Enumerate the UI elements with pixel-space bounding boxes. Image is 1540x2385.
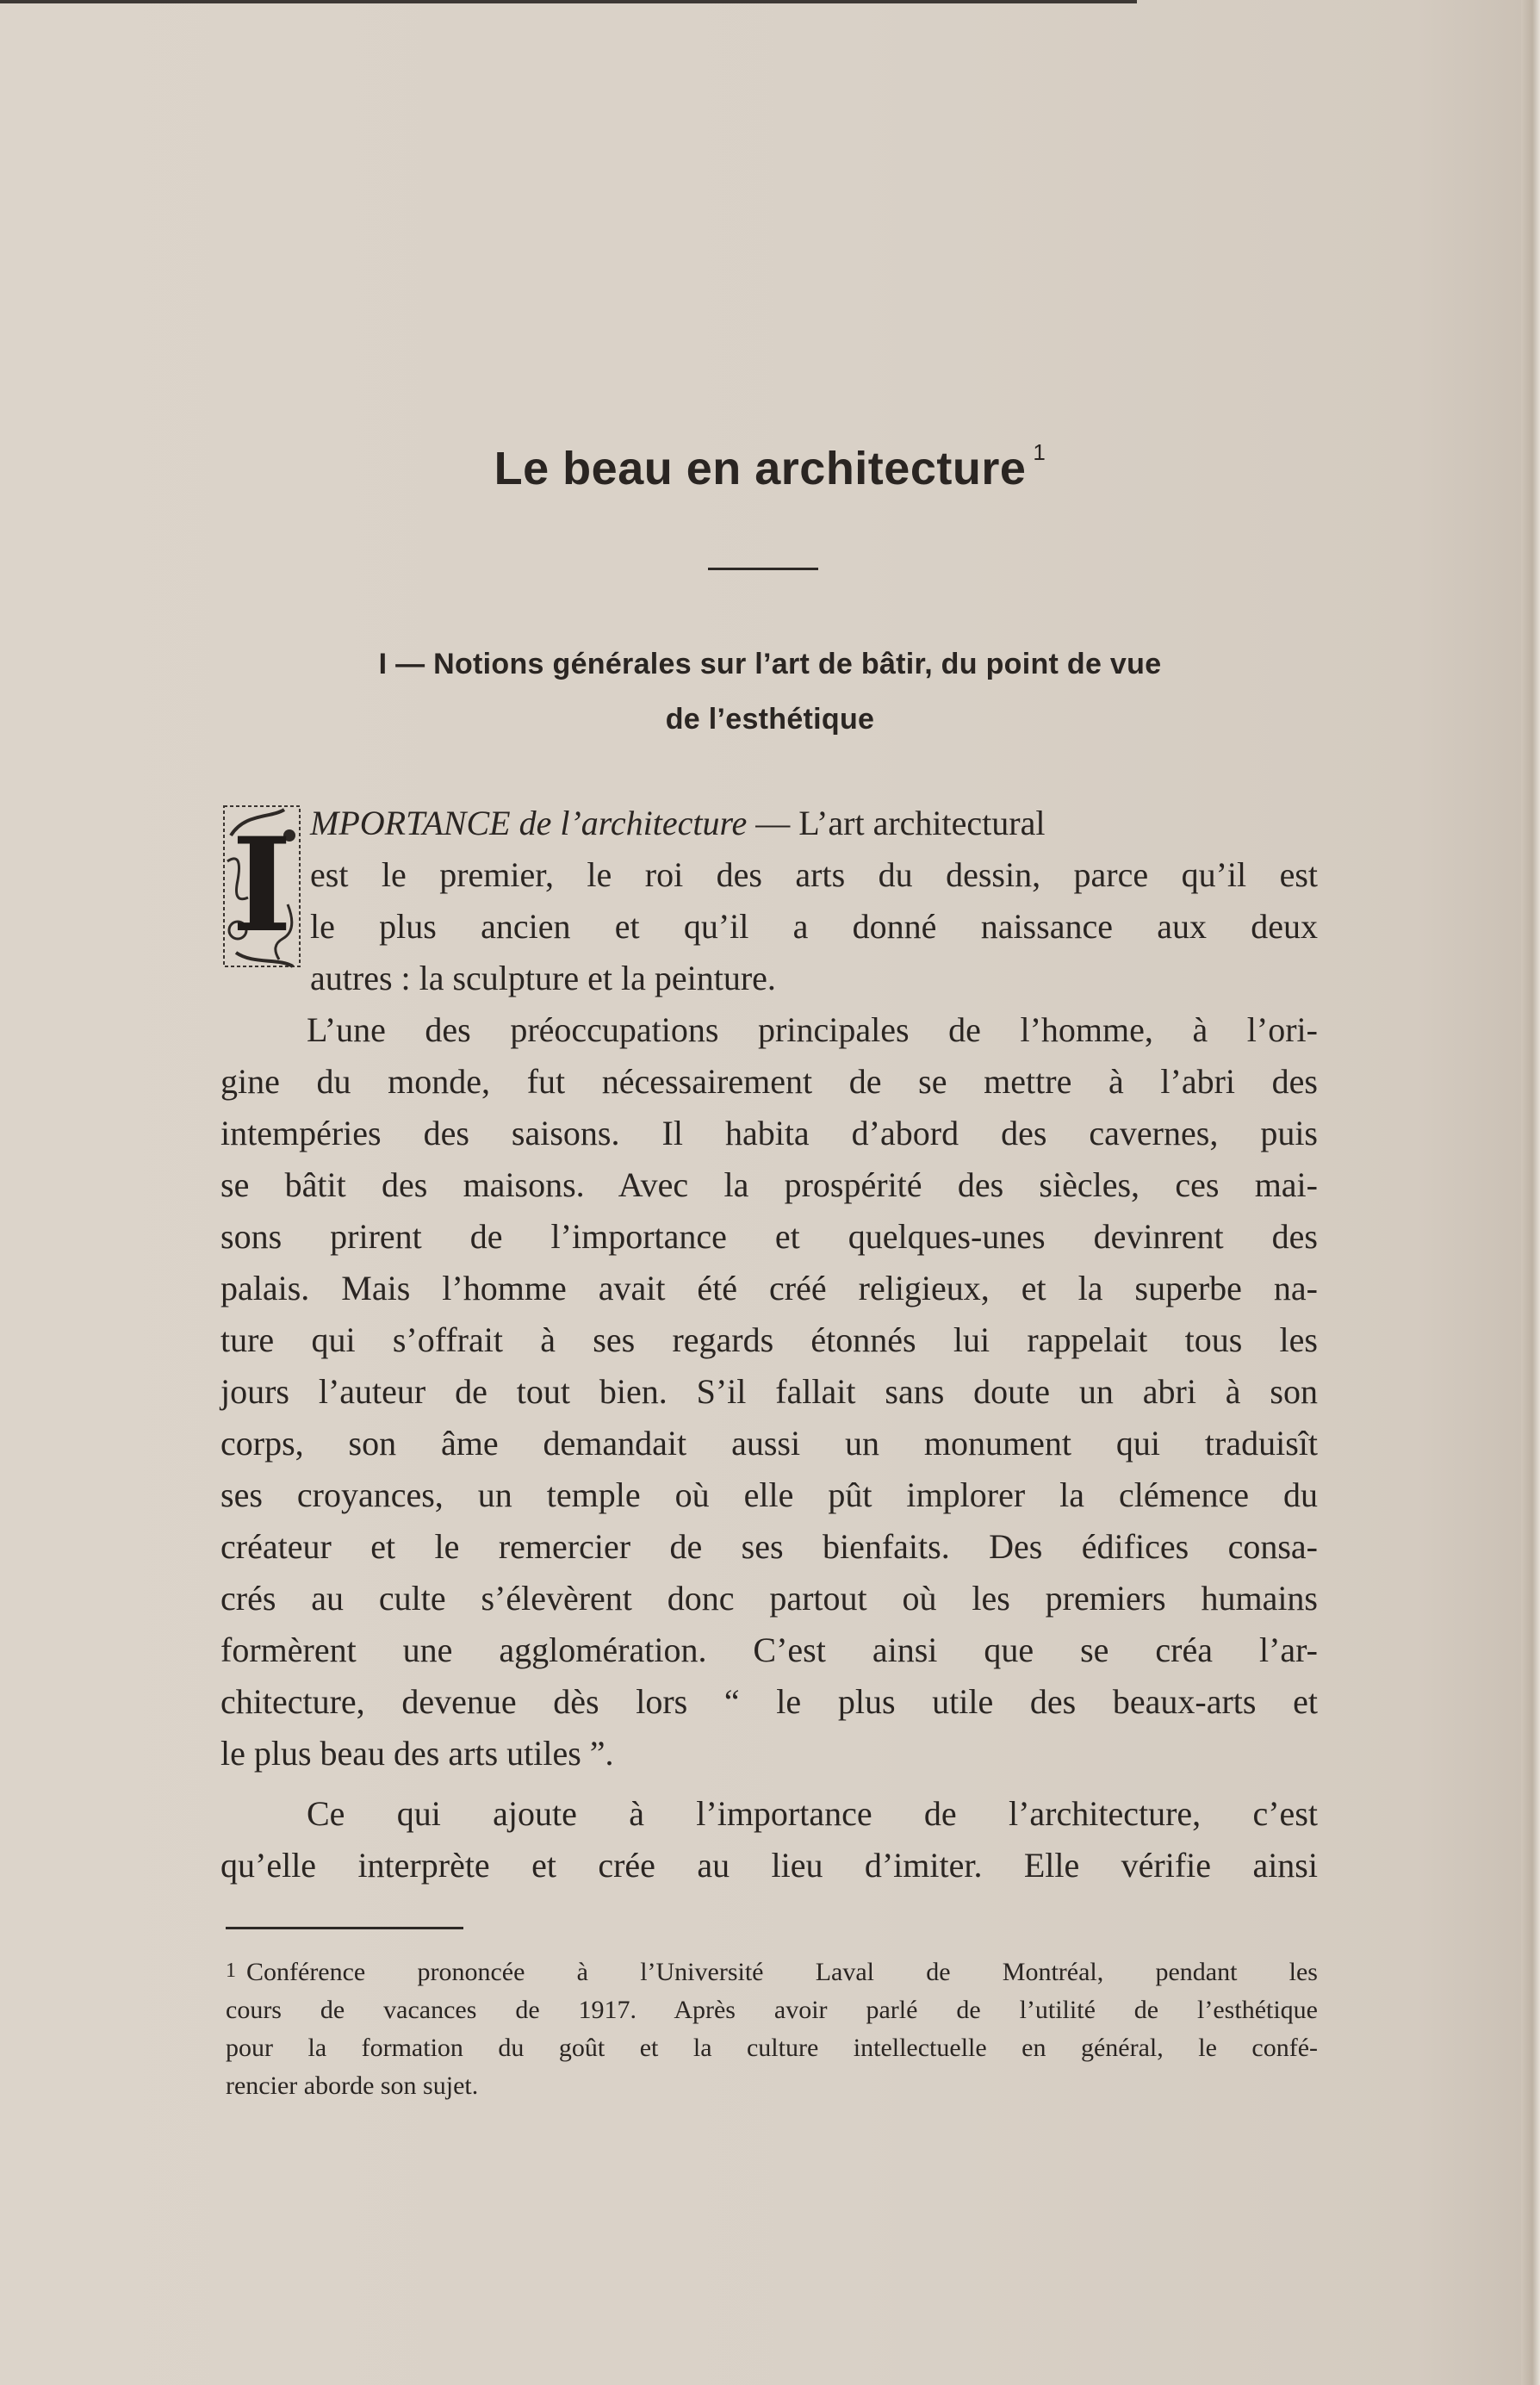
footnote-text-1: Conférence prononcée à l’Université Laval de Montréal, pendant les [246,1958,1318,1986]
drop-cap-letter: I [231,810,293,961]
top-edge-rule [0,0,1137,3]
title-text: Le beau en architecture [494,443,1027,494]
body-line-5: L’une des préoccupations principales de l’homme, à l’ori- [307,1010,1318,1049]
ornamental-drop-cap [219,801,305,972]
body-line-16: crés au culte s’élevèrent donc partout où les premiers humains [220,1579,1318,1618]
title-divider [708,568,818,570]
footnote-number: 1 [226,1960,236,1982]
lead-continuation: — L’art architectural [747,804,1046,842]
body-line-3: le plus ancien et qu’il a donné naissance aux deux [310,907,1318,946]
footnote-line-4: rencier aborde son sujet. [226,2071,479,2100]
body-line-7: intempéries des saisons. Il habita d’abord des cavernes, puis [220,1114,1318,1152]
page-title [0,439,1540,495]
body-line-2: est le premier, le roi des arts du dessin, parce qu’il est [310,855,1318,894]
footnote-line-2: cours de vacances de 1917. Après avoir parlé de l’utilité de l’esthétique [226,1996,1318,2024]
section-heading-line-1: I — Notions générales sur l’art de bâtir, du point de vue [378,648,1162,680]
body-line-19: le plus beau des arts utiles ”. [220,1734,614,1773]
lead-italic: MPORTANCE de l’architecture [310,804,748,842]
body-line-17: formèrent une agglomération. C’est ainsi que se créa l’ar- [220,1630,1318,1669]
page-edge-shadow [1521,0,1540,2385]
body-line-1 [310,803,1318,844]
body-line-21: qu’elle interprète et crée au lieu d’imiter. Elle vérifie ainsi [220,1846,1318,1885]
body-line-8: se bâtit des maisons. Avec la prospérité des siècles, ces mai- [220,1165,1318,1204]
body-line-12: jours l’auteur de tout bien. S’il fallait sans doute un abri à son [220,1372,1318,1411]
footnote-rule [226,1927,463,1929]
footnote-line-3: pour la formation du goût et la culture intellectuelle en général, le confé- [226,2034,1318,2062]
body-line-9: sons prirent de l’importance et quelques-unes devinrent des [220,1217,1318,1256]
body-line-20: Ce qui ajoute à l’importance de l’architecture, c’est [307,1794,1318,1833]
body-line-13: corps, son âme demandait aussi un monument qui traduisît [220,1424,1318,1463]
title-footnote-ref[interactable]: 1 [1033,439,1046,465]
body-line-18: chitecture, devenue dès lors “ le plus utile des beaux-arts et [220,1682,1318,1721]
body-line-4: autres : la sculpture et la peinture. [310,959,776,997]
body-line-6: gine du monde, fut nécessairement de se mettre à l’abri des [220,1062,1318,1101]
body-line-15: créateur et le remercier de ses bienfaits. Des édifices consa- [220,1527,1318,1566]
body-line-11: ture qui s’offrait à ses regards étonnés lui rappelait tous les [220,1320,1318,1359]
body-line-10: palais. Mais l’homme avait été créé religieux, et la superbe na- [220,1269,1318,1307]
footnote-line-1 [226,1955,1318,1991]
body-line-14: ses croyances, un temple où elle pût implorer la clémence du [220,1475,1318,1514]
section-heading-line-2: de l’esthétique [665,703,875,736]
